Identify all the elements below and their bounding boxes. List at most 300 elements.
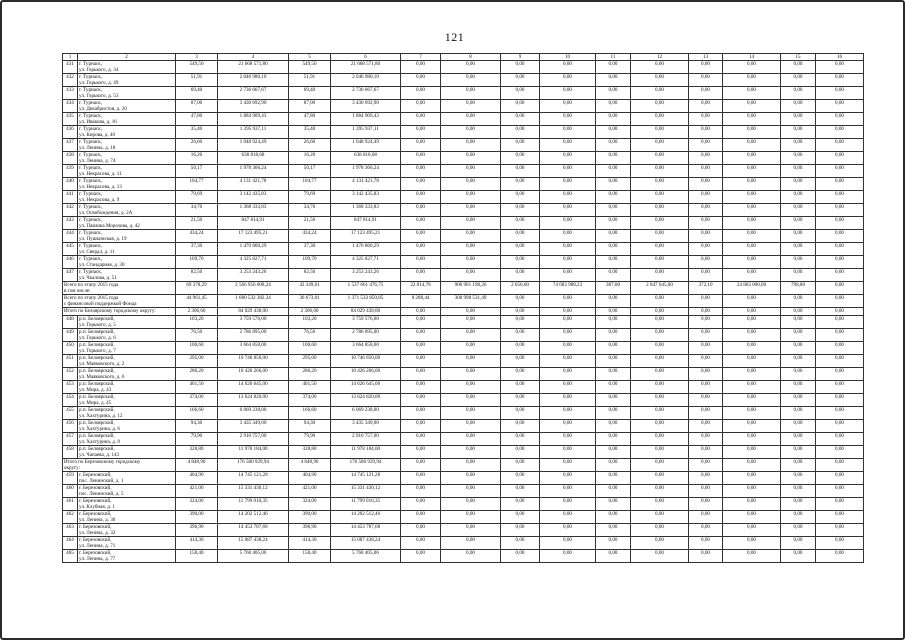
value-cell: 37,30 bbox=[176, 243, 218, 256]
value-cell: 0,00 bbox=[781, 61, 816, 74]
value-cell: 414,30 bbox=[289, 537, 331, 550]
value-cell: 0,00 bbox=[596, 420, 631, 433]
value-cell: 21,50 bbox=[176, 217, 218, 230]
value-cell: 0,00 bbox=[816, 342, 864, 355]
address-cell: р.п. Белоярский, ул. Мира, д. 43 bbox=[78, 381, 176, 394]
value-cell: 0,00 bbox=[689, 511, 723, 524]
address-cell: г. Турнаск, ул. Кирова, д. 40 bbox=[78, 126, 176, 139]
value-cell: 0,00 bbox=[540, 511, 596, 524]
value-cell: 0,00 bbox=[689, 524, 723, 537]
total-value-cell: 0,00 bbox=[401, 459, 441, 472]
value-cell: 0,00 bbox=[401, 381, 441, 394]
value-cell: 0,00 bbox=[401, 537, 441, 550]
value-cell: 0,00 bbox=[501, 329, 540, 342]
value-cell: 0,00 bbox=[781, 256, 816, 269]
value-cell: 14 626 645,00 bbox=[331, 381, 401, 394]
value-cell: 0,00 bbox=[781, 498, 816, 511]
address-cell: г. Березовский, пос. Ленинский, д. 5 bbox=[78, 485, 176, 498]
value-cell: 2 736 667,67 bbox=[218, 87, 289, 100]
value-cell: 0,00 bbox=[781, 316, 816, 329]
value-cell: 638 818,68 bbox=[218, 152, 289, 165]
address-cell: г. Турнаск, ул. Горького, д. 49 bbox=[78, 74, 176, 87]
value-cell: 0,00 bbox=[441, 420, 501, 433]
total-value-cell: 0,00 bbox=[540, 459, 596, 472]
value-cell: 0,00 bbox=[723, 256, 781, 269]
value-cell: 0,00 bbox=[689, 113, 723, 126]
value-cell: 0,00 bbox=[540, 230, 596, 243]
value-cell: 0,00 bbox=[540, 537, 596, 550]
value-cell: 0,00 bbox=[401, 204, 441, 217]
value-cell: 0,00 bbox=[401, 87, 441, 100]
value-cell: 0,00 bbox=[596, 355, 631, 368]
value-cell: 0,00 bbox=[501, 511, 540, 524]
value-cell: 0,00 bbox=[631, 113, 689, 126]
value-cell: 0,00 bbox=[723, 126, 781, 139]
table-row bbox=[63, 433, 864, 446]
row-number-cell: 440 bbox=[63, 178, 78, 191]
value-cell: 0,00 bbox=[596, 126, 631, 139]
value-cell: 0,00 bbox=[441, 433, 501, 446]
value-cell: 0,00 bbox=[441, 485, 501, 498]
value-cell: 0,00 bbox=[540, 152, 596, 165]
value-cell: 0,00 bbox=[596, 243, 631, 256]
row-number-cell: 463 bbox=[63, 524, 78, 537]
value-cell: 0,00 bbox=[631, 433, 689, 446]
address-cell: г. Березовский, ул. Ленина, д. 71 bbox=[78, 537, 176, 550]
value-cell: 10 426 266,00 bbox=[331, 368, 401, 381]
value-cell: 1 470 860,29 bbox=[331, 243, 401, 256]
table-row bbox=[63, 329, 864, 342]
value-cell: 0,00 bbox=[540, 381, 596, 394]
table-row bbox=[63, 113, 864, 126]
value-cell: 0,00 bbox=[596, 100, 631, 113]
address-cell: р.п. Белоярский, ул. Маяковского, д. 6 bbox=[78, 368, 176, 381]
value-cell: 0,00 bbox=[501, 381, 540, 394]
value-cell: 0,00 bbox=[441, 191, 501, 204]
value-cell: 374,00 bbox=[176, 394, 218, 407]
value-cell: 0,00 bbox=[723, 152, 781, 165]
total-label-cell: Итого по Белоярскому городскому округу: bbox=[63, 308, 176, 316]
value-cell: 0,00 bbox=[781, 420, 816, 433]
value-cell: 0,00 bbox=[689, 165, 723, 178]
value-cell: 0,00 bbox=[401, 217, 441, 230]
value-cell: 0,00 bbox=[596, 178, 631, 191]
value-cell: 15 087 438,24 bbox=[331, 537, 401, 550]
total-value-cell: 1 537 661 476,75 bbox=[331, 282, 401, 295]
value-cell: 0,00 bbox=[501, 355, 540, 368]
total-value-cell: 69 378,29 bbox=[176, 282, 218, 295]
value-cell: 0,00 bbox=[781, 472, 816, 485]
address-cell: р.п. Белоярский, ул. Горького, д. 7 bbox=[78, 342, 176, 355]
value-cell: 0,00 bbox=[689, 217, 723, 230]
row-number-cell: 435 bbox=[63, 113, 78, 126]
value-cell: 2 786 895,00 bbox=[331, 329, 401, 342]
total-value-cell: 1 680 532 382,34 bbox=[218, 295, 289, 308]
value-cell: 0,00 bbox=[689, 152, 723, 165]
total-value-cell: 84 029 438,00 bbox=[218, 308, 289, 316]
value-cell: 404,90 bbox=[289, 472, 331, 485]
total-value-cell: 1 371 533 850,85 bbox=[331, 295, 401, 308]
column-number-cell: 7 bbox=[401, 54, 441, 61]
value-cell: 0,00 bbox=[689, 394, 723, 407]
total-value-cell: 0,00 bbox=[501, 459, 540, 472]
value-cell: 1 368 333,83 bbox=[331, 204, 401, 217]
value-cell: 0,00 bbox=[631, 368, 689, 381]
register-table bbox=[62, 53, 864, 563]
value-cell: 14 626 645,00 bbox=[218, 381, 289, 394]
table-row bbox=[63, 511, 864, 524]
table-row bbox=[63, 269, 864, 282]
value-cell: 401,50 bbox=[176, 381, 218, 394]
value-cell: 0,00 bbox=[540, 368, 596, 381]
value-cell: 0,00 bbox=[401, 511, 441, 524]
total-value-cell: 8 288,44 bbox=[401, 295, 441, 308]
value-cell: 0,00 bbox=[631, 472, 689, 485]
value-cell: 15 087 438,24 bbox=[218, 537, 289, 550]
table-row bbox=[63, 537, 864, 550]
value-cell: 2 910 757,00 bbox=[218, 433, 289, 446]
value-cell: 0,00 bbox=[596, 139, 631, 152]
value-cell: 847 814,91 bbox=[218, 217, 289, 230]
total-value-cell: 0,00 bbox=[540, 308, 596, 316]
value-cell: 0,00 bbox=[631, 152, 689, 165]
value-cell: 0,00 bbox=[816, 368, 864, 381]
value-cell: 1 368 333,83 bbox=[218, 204, 289, 217]
row-number-cell: 456 bbox=[63, 420, 78, 433]
value-cell: 158,40 bbox=[176, 550, 218, 563]
value-cell: 14 202 512,46 bbox=[331, 511, 401, 524]
value-cell: 0,00 bbox=[723, 537, 781, 550]
value-cell: 4 131 421,78 bbox=[218, 178, 289, 191]
value-cell: 0,00 bbox=[501, 433, 540, 446]
value-cell: 0,00 bbox=[816, 61, 864, 74]
value-cell: 0,00 bbox=[781, 204, 816, 217]
value-cell: 3 664 858,00 bbox=[331, 342, 401, 355]
value-cell: 0,00 bbox=[441, 204, 501, 217]
value-cell: 0,00 bbox=[401, 498, 441, 511]
value-cell: 0,00 bbox=[540, 74, 596, 87]
value-cell: 0,00 bbox=[689, 87, 723, 100]
value-cell: 50,17 bbox=[289, 165, 331, 178]
total-value-cell: 2 847 645,00 bbox=[631, 282, 689, 295]
value-cell: 374,00 bbox=[289, 394, 331, 407]
address-cell: р.п. Белоярский, ул. Хахтурина, д. 6 bbox=[78, 420, 176, 433]
value-cell: 0,00 bbox=[401, 316, 441, 329]
value-cell: 0,00 bbox=[501, 485, 540, 498]
value-cell: 0,00 bbox=[781, 243, 816, 256]
row-number-cell: 455 bbox=[63, 407, 78, 420]
value-cell: 0,00 bbox=[816, 269, 864, 282]
value-cell: 0,00 bbox=[816, 446, 864, 459]
value-cell: 328,80 bbox=[289, 446, 331, 459]
value-cell: 0,00 bbox=[540, 485, 596, 498]
value-cell: 0,00 bbox=[441, 511, 501, 524]
value-cell: 0,00 bbox=[540, 178, 596, 191]
value-cell: 0,00 bbox=[401, 550, 441, 563]
value-cell: 0,00 bbox=[816, 381, 864, 394]
table-row bbox=[63, 243, 864, 256]
table-row bbox=[63, 191, 864, 204]
address-cell: г. Березовский, ул. Ленина, д. 77 bbox=[78, 550, 176, 563]
table-row bbox=[63, 165, 864, 178]
value-cell: 0,00 bbox=[401, 420, 441, 433]
value-cell: 0,00 bbox=[501, 113, 540, 126]
value-cell: 0,00 bbox=[816, 217, 864, 230]
value-cell: 0,00 bbox=[596, 394, 631, 407]
row-number-cell: 453 bbox=[63, 381, 78, 394]
value-cell: 0,00 bbox=[596, 472, 631, 485]
value-cell: 0,00 bbox=[596, 329, 631, 342]
value-cell: 87,00 bbox=[289, 100, 331, 113]
value-cell: 26,60 bbox=[176, 139, 218, 152]
value-cell: 0,00 bbox=[631, 243, 689, 256]
value-cell: 5 768 405,06 bbox=[218, 550, 289, 563]
page-number: 121 bbox=[444, 30, 465, 44]
address-cell: р.п. Белоярский, ул. Чапаева, д. 143 bbox=[78, 446, 176, 459]
column-number-cell: 14 bbox=[723, 54, 781, 61]
value-cell: 0,00 bbox=[401, 126, 441, 139]
value-cell: 0,00 bbox=[596, 433, 631, 446]
value-cell: 0,00 bbox=[631, 126, 689, 139]
value-cell: 0,00 bbox=[631, 87, 689, 100]
address-cell: г. Турнаск, ул. Павлика Морозова, д. 42 bbox=[78, 217, 176, 230]
table-row bbox=[63, 126, 864, 139]
value-cell: 34,70 bbox=[176, 204, 218, 217]
value-cell: 0,00 bbox=[816, 126, 864, 139]
value-cell: 0,00 bbox=[816, 139, 864, 152]
value-cell: 0,00 bbox=[501, 230, 540, 243]
total-value-cell: 387,00 bbox=[596, 282, 631, 295]
value-cell: 3 142 435,83 bbox=[218, 191, 289, 204]
total-value-cell: 0,00 bbox=[441, 459, 501, 472]
total-value-cell: 4 848,90 bbox=[176, 459, 218, 472]
value-cell: 0,00 bbox=[501, 316, 540, 329]
value-cell: 50,17 bbox=[176, 165, 218, 178]
value-cell: 0,00 bbox=[689, 316, 723, 329]
value-cell: 0,00 bbox=[816, 316, 864, 329]
value-cell: 0,00 bbox=[723, 100, 781, 113]
value-cell: 13 624 820,00 bbox=[331, 394, 401, 407]
value-cell: 0,00 bbox=[441, 74, 501, 87]
value-cell: 3 435 349,00 bbox=[331, 420, 401, 433]
value-cell: 0,00 bbox=[781, 524, 816, 537]
total-value-cell: 4 848,90 bbox=[289, 459, 331, 472]
value-cell: 0,00 bbox=[781, 433, 816, 446]
value-cell: 0,00 bbox=[596, 511, 631, 524]
address-cell: г. Турнаск, ул. Освобождения, д. 2А bbox=[78, 204, 176, 217]
value-cell: 0,00 bbox=[781, 269, 816, 282]
total-value-cell: 0,00 bbox=[540, 295, 596, 308]
value-cell: 0,00 bbox=[689, 178, 723, 191]
value-cell: 0,00 bbox=[816, 152, 864, 165]
value-cell: 0,00 bbox=[816, 230, 864, 243]
value-cell: 0,00 bbox=[596, 537, 631, 550]
value-cell: 0,00 bbox=[723, 407, 781, 420]
total-value-cell: 372,10 bbox=[689, 282, 723, 295]
value-cell: 3 435 349,00 bbox=[218, 420, 289, 433]
value-cell: 69,40 bbox=[289, 87, 331, 100]
value-cell: 0,00 bbox=[723, 178, 781, 191]
row-number-cell: 438 bbox=[63, 152, 78, 165]
address-cell: р.п. Белоярский, ул. Хахтурина, д. 12 bbox=[78, 407, 176, 420]
total-row bbox=[63, 308, 864, 316]
value-cell: 51,91 bbox=[289, 74, 331, 87]
value-cell: 0,00 bbox=[689, 329, 723, 342]
value-cell: 0,00 bbox=[441, 269, 501, 282]
value-cell: 0,00 bbox=[781, 113, 816, 126]
total-label-cell: Итого по Березовскому городскому округу: bbox=[63, 459, 176, 472]
value-cell: 286,20 bbox=[176, 368, 218, 381]
table-row bbox=[63, 485, 864, 498]
value-cell: 0,00 bbox=[501, 498, 540, 511]
value-cell: 0,00 bbox=[441, 126, 501, 139]
table-row bbox=[63, 420, 864, 433]
column-number-row bbox=[63, 54, 864, 61]
value-cell: 0,00 bbox=[689, 485, 723, 498]
total-value-cell: 0,00 bbox=[723, 459, 781, 472]
value-cell: 0,00 bbox=[781, 74, 816, 87]
value-cell: 0,00 bbox=[781, 368, 816, 381]
value-cell: 14 745 121,28 bbox=[331, 472, 401, 485]
value-cell: 0,00 bbox=[540, 269, 596, 282]
value-cell: 0,00 bbox=[501, 74, 540, 87]
total-value-cell: 906 901 198,26 bbox=[441, 282, 501, 295]
row-number-cell: 447 bbox=[63, 269, 78, 282]
total-label-cell: Всего по этапу 2015 года с финансовой поддержкой Фонда bbox=[63, 295, 176, 308]
value-cell: 35,40 bbox=[176, 126, 218, 139]
value-cell: 0,00 bbox=[501, 342, 540, 355]
value-cell: 328,80 bbox=[176, 446, 218, 459]
value-cell: 0,00 bbox=[596, 74, 631, 87]
value-cell: 0,00 bbox=[723, 191, 781, 204]
value-cell: 0,00 bbox=[540, 420, 596, 433]
value-cell: 0,00 bbox=[689, 139, 723, 152]
value-cell: 0,00 bbox=[441, 139, 501, 152]
value-cell: 0,00 bbox=[781, 165, 816, 178]
value-cell: 0,00 bbox=[596, 269, 631, 282]
value-cell: 0,00 bbox=[441, 407, 501, 420]
value-cell: 0,00 bbox=[689, 446, 723, 459]
value-cell: 0,00 bbox=[441, 342, 501, 355]
value-cell: 79,90 bbox=[176, 433, 218, 446]
value-cell: 0,00 bbox=[596, 230, 631, 243]
total-value-cell: 44 961,45 bbox=[176, 295, 218, 308]
total-row bbox=[63, 459, 864, 472]
total-value-cell: 0,00 bbox=[501, 295, 540, 308]
value-cell: 847 814,91 bbox=[331, 217, 401, 230]
value-cell: 0,00 bbox=[689, 381, 723, 394]
address-cell: г. Турнаск, ул. Горького, д. 53 bbox=[78, 87, 176, 100]
value-cell: 0,00 bbox=[816, 433, 864, 446]
column-number-cell: 8 bbox=[441, 54, 501, 61]
value-cell: 0,00 bbox=[501, 165, 540, 178]
value-cell: 0,00 bbox=[781, 178, 816, 191]
value-cell: 0,00 bbox=[540, 204, 596, 217]
value-cell: 0,00 bbox=[781, 230, 816, 243]
row-number-cell: 460 bbox=[63, 485, 78, 498]
value-cell: 1 978 366,24 bbox=[218, 165, 289, 178]
value-cell: 0,00 bbox=[596, 498, 631, 511]
value-cell: 0,00 bbox=[441, 524, 501, 537]
value-cell: 14 453 787,68 bbox=[331, 524, 401, 537]
value-cell: 0,00 bbox=[501, 394, 540, 407]
value-cell: 0,00 bbox=[781, 126, 816, 139]
value-cell: 10 746 850,00 bbox=[331, 355, 401, 368]
value-cell: 0,00 bbox=[631, 217, 689, 230]
value-cell: 295,00 bbox=[176, 355, 218, 368]
value-cell: 0,00 bbox=[401, 269, 441, 282]
value-cell: 0,00 bbox=[540, 191, 596, 204]
total-row bbox=[63, 295, 864, 308]
value-cell: 1 978 366,24 bbox=[331, 165, 401, 178]
table-row bbox=[63, 217, 864, 230]
table-row bbox=[63, 524, 864, 537]
value-cell: 0,00 bbox=[596, 87, 631, 100]
value-cell: 0,00 bbox=[401, 243, 441, 256]
value-cell: 0,00 bbox=[441, 61, 501, 74]
value-cell: 0,00 bbox=[401, 74, 441, 87]
value-cell: 0,00 bbox=[401, 407, 441, 420]
table-row bbox=[63, 550, 864, 563]
total-value-cell: 176 580 929,94 bbox=[218, 459, 289, 472]
value-cell: 0,00 bbox=[723, 550, 781, 563]
value-cell: 16,20 bbox=[176, 152, 218, 165]
value-cell: 0,00 bbox=[631, 550, 689, 563]
value-cell: 11 978 184,00 bbox=[218, 446, 289, 459]
row-number-cell: 454 bbox=[63, 394, 78, 407]
value-cell: 295,00 bbox=[289, 355, 331, 368]
value-cell: 0,00 bbox=[441, 178, 501, 191]
total-value-cell: 0,00 bbox=[501, 308, 540, 316]
address-cell: г. Турнаск, ул. Чкалова, д. 51 bbox=[78, 269, 176, 282]
value-cell: 69,40 bbox=[176, 87, 218, 100]
address-cell: г. Турнаск, ул. Ивакова, д. 16 bbox=[78, 113, 176, 126]
column-number-cell: 13 bbox=[689, 54, 723, 61]
column-number-cell: 16 bbox=[816, 54, 864, 61]
table-row bbox=[63, 178, 864, 191]
value-cell: 109,70 bbox=[176, 256, 218, 269]
value-cell: 0,00 bbox=[441, 446, 501, 459]
value-cell: 13 624 820,00 bbox=[218, 394, 289, 407]
value-cell: 0,00 bbox=[540, 217, 596, 230]
total-value-cell: 2 566 956 008,24 bbox=[218, 282, 289, 295]
row-number-cell: 431 bbox=[63, 61, 78, 74]
total-value-cell: 0,00 bbox=[816, 308, 864, 316]
value-cell: 0,00 bbox=[723, 433, 781, 446]
value-cell: 0,00 bbox=[781, 342, 816, 355]
column-number-cell: 10 bbox=[540, 54, 596, 61]
value-cell: 0,00 bbox=[441, 355, 501, 368]
row-number-cell: 450 bbox=[63, 342, 78, 355]
value-cell: 0,00 bbox=[816, 243, 864, 256]
value-cell: 0,00 bbox=[631, 329, 689, 342]
value-cell: 0,00 bbox=[631, 394, 689, 407]
value-cell: 0,00 bbox=[596, 256, 631, 269]
total-value-cell: 0,00 bbox=[781, 308, 816, 316]
value-cell: 0,00 bbox=[501, 204, 540, 217]
total-value-cell: 0,00 bbox=[596, 459, 631, 472]
value-cell: 2 910 757,00 bbox=[331, 433, 401, 446]
value-cell: 0,00 bbox=[596, 152, 631, 165]
row-number-cell: 443 bbox=[63, 217, 78, 230]
value-cell: 2 046 980,10 bbox=[218, 74, 289, 87]
total-value-cell: 0,00 bbox=[723, 308, 781, 316]
total-value-cell: 24 863 000,00 bbox=[723, 282, 781, 295]
column-number-cell: 11 bbox=[596, 54, 631, 61]
value-cell: 0,00 bbox=[723, 269, 781, 282]
value-cell: 1 395 937,11 bbox=[331, 126, 401, 139]
value-cell: 3 759 576,00 bbox=[218, 316, 289, 329]
